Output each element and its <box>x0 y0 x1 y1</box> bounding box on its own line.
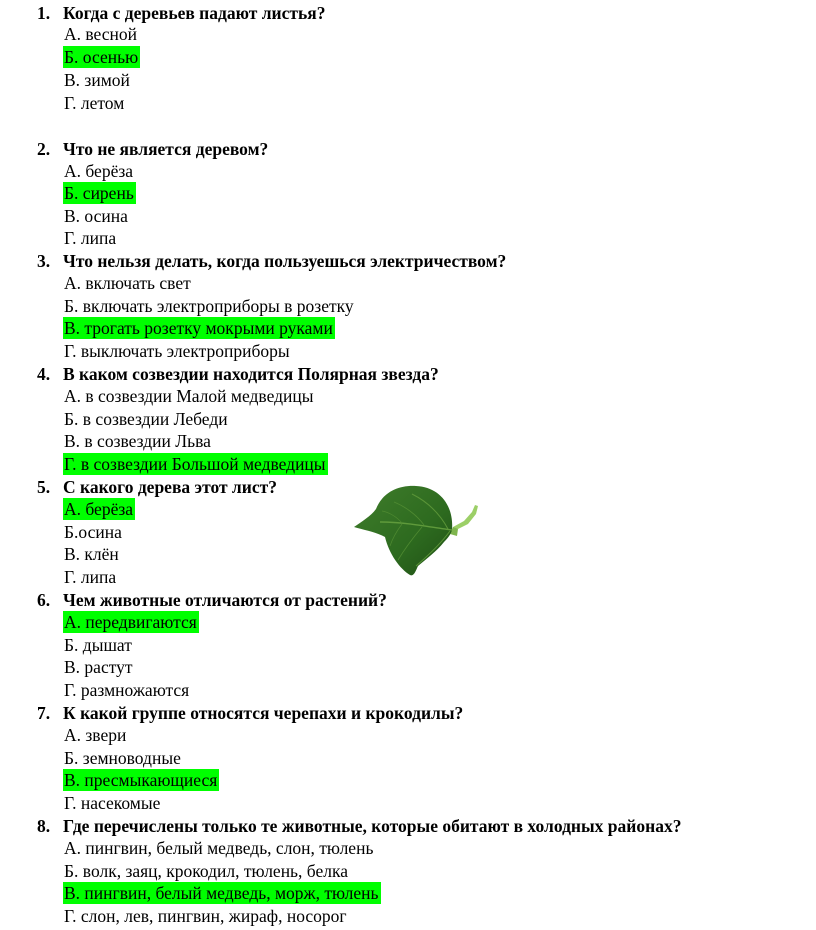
answer-option: Г. насекомые <box>64 793 161 813</box>
answer-option: Б. включать электроприборы в розетку <box>64 296 354 316</box>
linden-leaf-icon <box>352 484 482 579</box>
answer-option: Г. летом <box>64 93 125 113</box>
answer-option: В. зимой <box>64 70 130 90</box>
answer-option: Г. размножаются <box>64 680 190 700</box>
question-number: 2. <box>37 139 51 159</box>
question-text: С какого дерева этот лист? <box>63 477 277 497</box>
answer-option: Б. земноводные <box>64 748 181 768</box>
question-number: 5. <box>37 477 51 497</box>
question-number: 1. <box>37 3 51 23</box>
answer-option: А. пингвин, белый медведь, слон, тюлень <box>64 838 374 858</box>
question-number: 4. <box>37 364 51 384</box>
question-number: 7. <box>37 703 51 723</box>
answer-option: Г. слон, лев, пингвин, жираф, носорог <box>64 906 347 926</box>
question-text: В каком созвездии находится Полярная звезда? <box>63 364 439 384</box>
answer-option-correct: В. трогать розетку мокрыми руками <box>64 318 333 338</box>
answer-option: Б.осина <box>64 522 122 542</box>
question-text: К какой группе относятся черепахи и крокодилы? <box>63 703 464 723</box>
question-number: 6. <box>37 590 51 610</box>
answer-option: А. весной <box>64 24 137 44</box>
answer-option: Г. липа <box>64 228 117 248</box>
answer-option: В. растут <box>64 657 133 677</box>
answer-option: Г. липа <box>64 567 117 587</box>
question-text: Что нельзя делать, когда пользуешься электричеством? <box>63 251 507 271</box>
question-text: Что не является деревом? <box>63 139 269 159</box>
answer-option: А. звери <box>64 725 127 745</box>
answer-option-correct: Г. в созвездии Большой медведицы <box>64 454 326 474</box>
answer-option: В. клён <box>64 544 119 564</box>
answer-option-correct: А. передвигаются <box>64 612 197 632</box>
answer-option: В. в созвездии Льва <box>64 431 211 451</box>
answer-option: А. включать свет <box>64 273 191 293</box>
question-number: 3. <box>37 251 51 271</box>
answer-option-correct: Б. сирень <box>64 183 134 203</box>
question-number: 8. <box>37 816 51 836</box>
answer-option: В. осина <box>64 206 128 226</box>
question-text: Когда с деревьев падают листья? <box>63 3 326 23</box>
question-text: Где перечислены только те животные, которые обитают в холодных районах? <box>63 816 682 836</box>
answer-option-correct: В. пингвин, белый медведь, морж, тюлень <box>64 883 379 903</box>
answer-option: А. в созвездии Малой медведицы <box>64 386 314 406</box>
question-text: Чем животные отличаются от растений? <box>63 590 387 610</box>
answer-option-correct: В. пресмыкающиеся <box>64 770 218 790</box>
answer-option: А. берёза <box>64 161 134 181</box>
answer-option-correct: А. берёза <box>64 499 134 519</box>
answer-option: Б. в созвездии Лебеди <box>64 409 228 429</box>
answer-option: Б. волк, заяц, крокодил, тюлень, белка <box>64 861 348 881</box>
answer-option-correct: Б. осенью <box>64 47 139 67</box>
answer-option: Г. выключать электроприборы <box>64 341 290 361</box>
answer-option: Б. дышат <box>64 635 132 655</box>
